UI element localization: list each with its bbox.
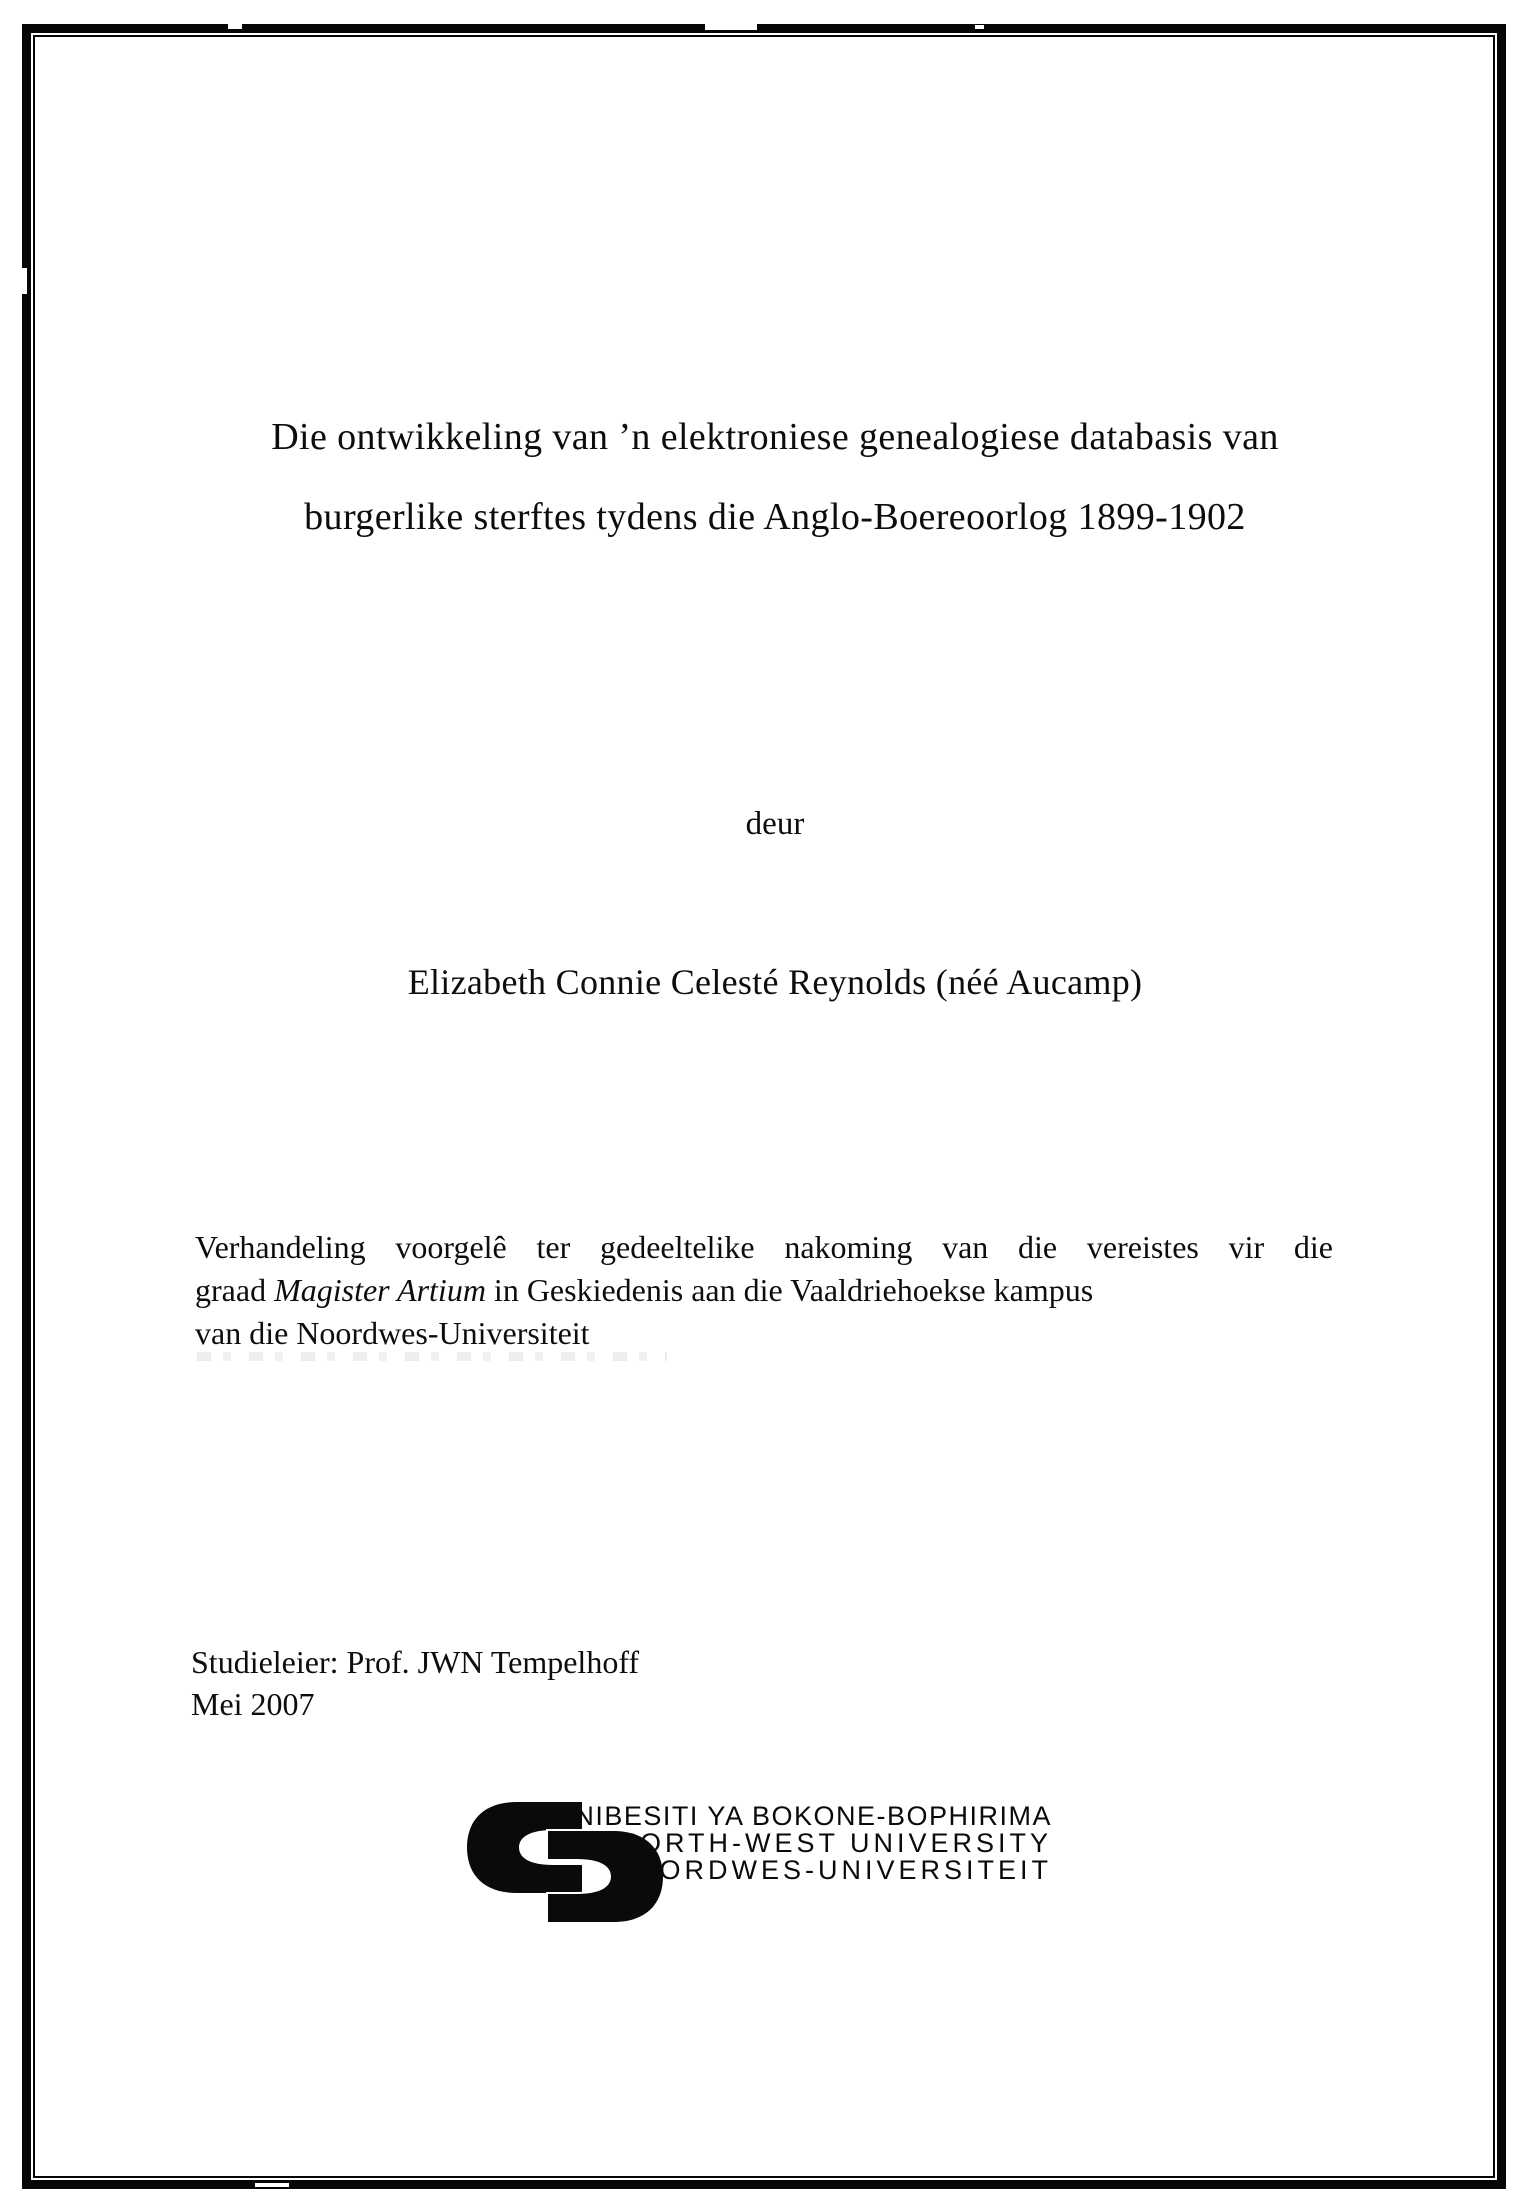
statement-line-3: van die Noordwes-Universiteit (195, 1315, 590, 1351)
statement-line-2-suffix: in Geskiedenis aan die Vaaldriehoekse kampus (485, 1272, 1094, 1308)
degree-statement (195, 1226, 1333, 1355)
supervisor-line: Studieleier: Prof. JWN Tempelhoff (191, 1644, 640, 1680)
title-line-2: burgerlike sterftes tydens die Anglo-Boereoorlog 1899-1902 (304, 496, 1246, 538)
author-name: Elizabeth Connie Celesté Reynolds (néé Aucamp) (407, 962, 1143, 1002)
university-logo-text (533, 1801, 1052, 1885)
scan-smudge (197, 1352, 667, 1361)
logo-line-english: NORTH-WEST UNIVERSITY (616, 1828, 1052, 1858)
statement-line-1: Verhandeling voorgelê ter gedeeltelike nakoming van die vereistes vir die (195, 1229, 1333, 1265)
byline-label: deur (745, 806, 805, 842)
logo-line-setswana: YUNIBESITI YA BOKONE-BOPHIRIMA (533, 1801, 1052, 1831)
supervisor-block (191, 1641, 639, 1725)
statement-line-2 (195, 1269, 1333, 1312)
page-title (60, 397, 1490, 557)
degree-name-italic: Magister Artium (274, 1272, 486, 1308)
date-line: Mei 2007 (191, 1686, 315, 1722)
statement-line-2-prefix: graad (195, 1272, 275, 1308)
logo-line-afrikaans: NOORDWES-UNIVERSITEIT (610, 1855, 1052, 1885)
title-line-1: Die ontwikkeling van ’n elektroniese genealogiese databasis van (271, 416, 1279, 458)
